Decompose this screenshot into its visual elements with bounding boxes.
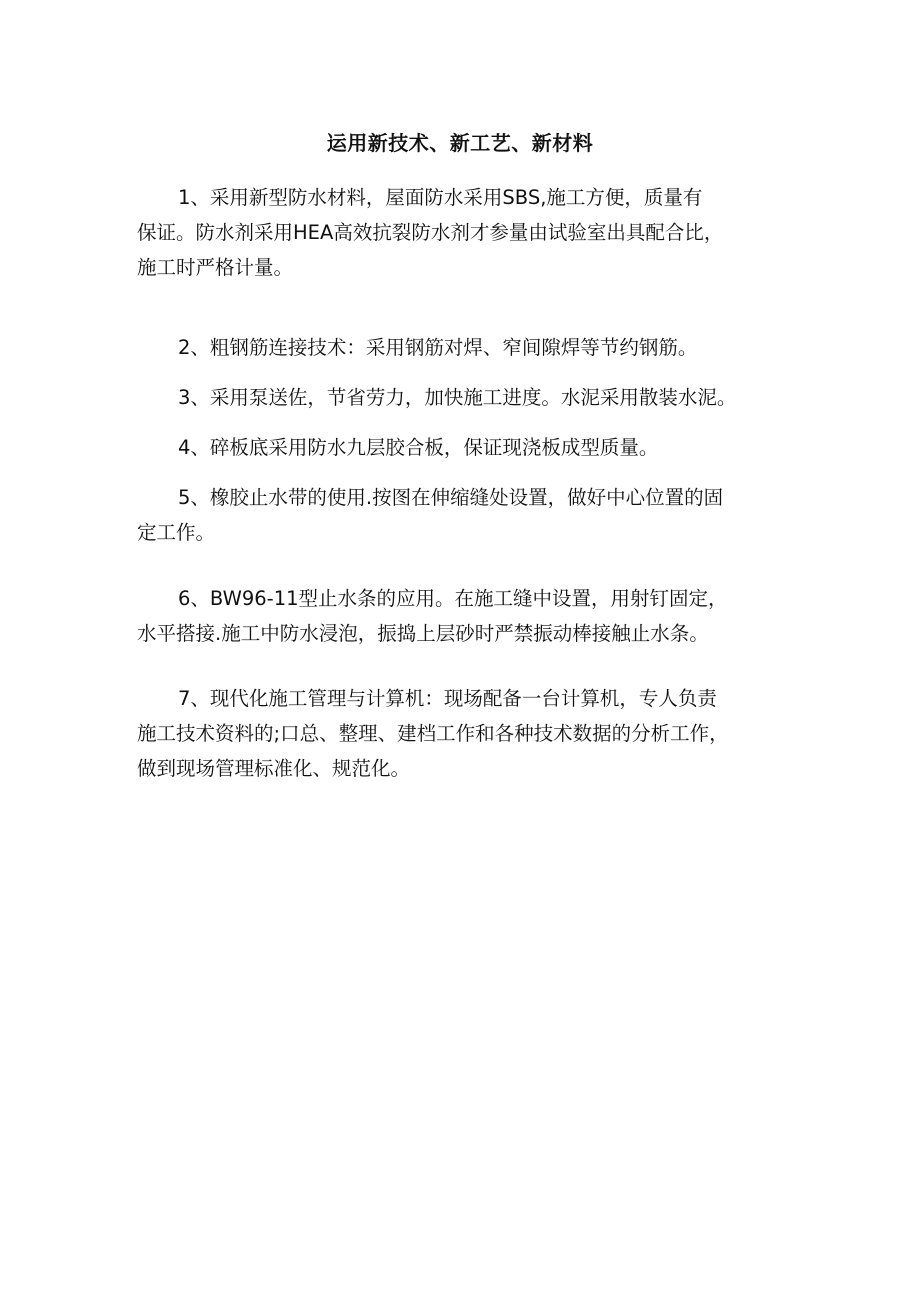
paragraph-5 [137,480,787,550]
paragraph-line: 做到现场管理标准化、规范化。 [137,757,411,780]
paragraph-line: 5、橡胶止水带的使用.按图在伸缩缝处设置，做好中心位置的固 [178,486,724,509]
paragraph-line: 保证。防水剂采用HEA高效抗裂防水剂才参量由试验室出具配合比， [137,221,724,244]
paragraph-line: 2、粗钢筋连接技术：采用钢筋对焊、窄间隙焊等节约钢筋。 [178,336,698,359]
paragraph-4 [137,430,787,465]
paragraph-2 [137,330,787,365]
paragraph-line: 定工作。 [137,521,216,544]
paragraph-1 [137,180,787,285]
paragraph-3 [137,380,787,415]
paragraph-line: 3、采用泵送佐，节省劳力，加快施工进度。水泥采用散装水泥。 [178,386,737,409]
paragraph-7 [137,681,787,786]
paragraph-line: 水平搭接.施工中防水浸泡，振捣上层砂时严禁振动棒接触止水条。 [137,622,709,645]
paragraph-line: 4、碎板底采用防水九层胶合板，保证现浇板成型质量。 [178,436,659,459]
paragraph-6 [137,581,787,651]
paragraph-line: 6、BW96-11型止水条的应用。在施工缝中设置，用射钉固定， [178,587,728,610]
paragraph-line: 1、采用新型防水材料，屋面防水采用SBS,施工方便，质量有 [178,186,703,209]
paragraph-line: 施工技术资料的;口总、整理、建档工作和各种技术数据的分析工作， [137,722,729,745]
paragraph-line: 施工时严格计量。 [137,256,294,279]
document-title: 运用新技术、新工艺、新材料 [326,131,594,155]
paragraph-line: 7、现代化施工管理与计算机：现场配备一台计算机，专人负责 [178,687,717,710]
